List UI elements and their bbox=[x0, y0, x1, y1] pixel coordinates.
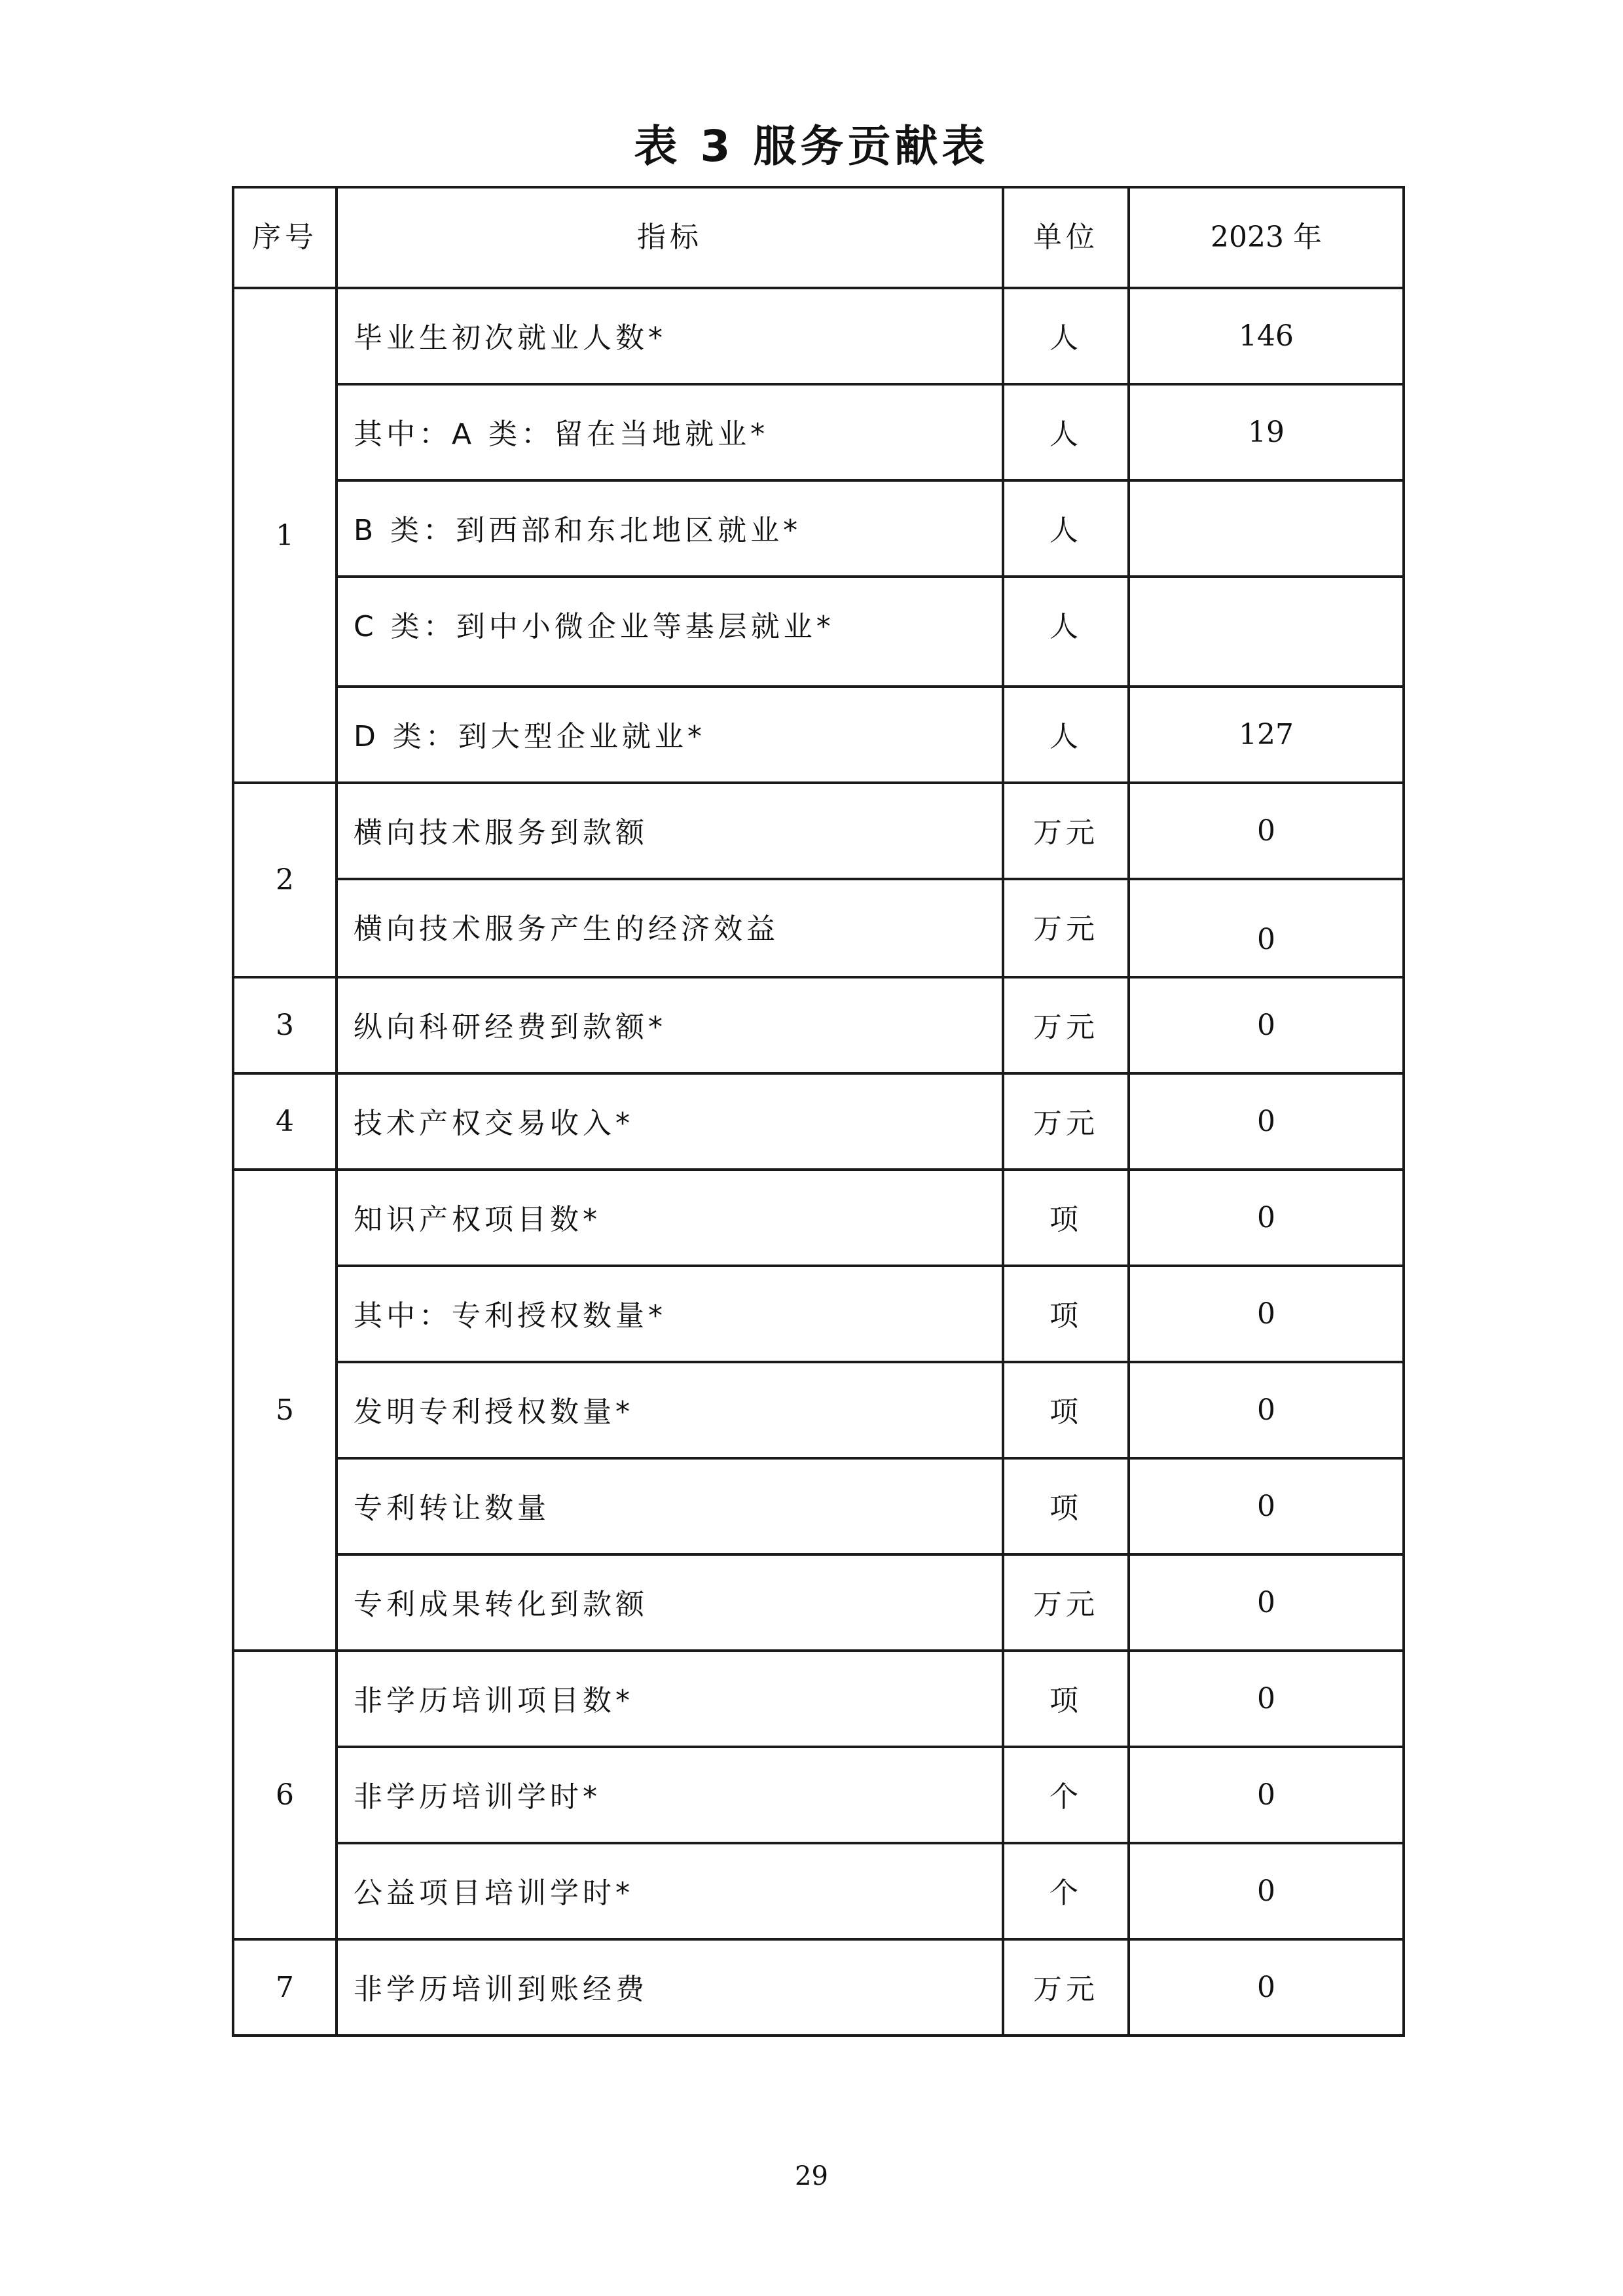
value-cell: 0 bbox=[1129, 1458, 1404, 1554]
service-contribution-table bbox=[232, 186, 1405, 2037]
unit-cell: 人 bbox=[1003, 480, 1129, 577]
indicator-cell: 其中：专利授权数量* bbox=[337, 1266, 1003, 1362]
indicator-cell: 非学历培训学时* bbox=[337, 1747, 1003, 1843]
unit-cell: 人 bbox=[1003, 687, 1129, 783]
seq-cell: 5 bbox=[233, 1170, 337, 1651]
indicator-cell: 非学历培训项目数* bbox=[337, 1651, 1003, 1747]
table-row bbox=[233, 384, 1404, 480]
indicator-cell: 技术产权交易收入* bbox=[337, 1073, 1003, 1170]
value-cell: 0 bbox=[1129, 1073, 1404, 1170]
indicator-cell: 横向技术服务到款额 bbox=[337, 783, 1003, 879]
table-row bbox=[233, 783, 1404, 879]
value-cell bbox=[1129, 480, 1404, 577]
header-row bbox=[233, 187, 1404, 288]
seq-cell: 7 bbox=[233, 1939, 337, 2036]
seq-cell: 2 bbox=[233, 783, 337, 977]
page-number: 29 bbox=[795, 2161, 828, 2191]
value-cell: 19 bbox=[1129, 384, 1404, 480]
table-row bbox=[233, 687, 1404, 783]
table-row bbox=[233, 1747, 1404, 1843]
value-cell: 0 bbox=[1129, 1843, 1404, 1939]
unit-cell: 万元 bbox=[1003, 1554, 1129, 1651]
indicator-cell: 发明专利授权数量* bbox=[337, 1362, 1003, 1458]
table-row bbox=[233, 480, 1404, 577]
value-cell: 0 bbox=[1129, 1266, 1404, 1362]
table-title: 表 3 服务贡献表 bbox=[634, 121, 989, 171]
value-cell: 127 bbox=[1129, 687, 1404, 783]
unit-cell: 项 bbox=[1003, 1651, 1129, 1747]
header-year: 2023 年 bbox=[1129, 187, 1404, 288]
unit-cell: 项 bbox=[1003, 1458, 1129, 1554]
indicator-cell: 横向技术服务产生的经济效益 bbox=[337, 879, 1003, 977]
header-indicator: 指标 bbox=[337, 187, 1003, 288]
table-row bbox=[233, 1843, 1404, 1939]
indicator-cell: 专利转让数量 bbox=[337, 1458, 1003, 1554]
value-cell: 0 bbox=[1129, 1939, 1404, 2036]
table-row bbox=[233, 288, 1404, 384]
unit-cell: 项 bbox=[1003, 1266, 1129, 1362]
unit-cell: 人 bbox=[1003, 288, 1129, 384]
indicator-cell: D 类：到大型企业就业* bbox=[337, 687, 1003, 783]
table-row bbox=[233, 1362, 1404, 1458]
table-row bbox=[233, 577, 1404, 687]
unit-cell: 项 bbox=[1003, 1170, 1129, 1266]
unit-cell: 个 bbox=[1003, 1747, 1129, 1843]
value-cell: 0 bbox=[1129, 1651, 1404, 1747]
unit-cell: 万元 bbox=[1003, 783, 1129, 879]
header-unit: 单位 bbox=[1003, 187, 1129, 288]
unit-cell: 万元 bbox=[1003, 1939, 1129, 2036]
seq-cell: 3 bbox=[233, 977, 337, 1073]
unit-cell: 万元 bbox=[1003, 1073, 1129, 1170]
value-cell: 0 bbox=[1129, 1170, 1404, 1266]
table-row bbox=[233, 977, 1404, 1073]
seq-cell: 4 bbox=[233, 1073, 337, 1170]
value-cell: 146 bbox=[1129, 288, 1404, 384]
unit-cell: 万元 bbox=[1003, 879, 1129, 977]
value-cell: 0 bbox=[1129, 879, 1404, 977]
seq-cell: 1 bbox=[233, 288, 337, 783]
indicator-cell: 毕业生初次就业人数* bbox=[337, 288, 1003, 384]
value-cell: 0 bbox=[1129, 1747, 1404, 1843]
unit-cell: 个 bbox=[1003, 1843, 1129, 1939]
unit-cell: 项 bbox=[1003, 1362, 1129, 1458]
table-row bbox=[233, 1458, 1404, 1554]
table-row bbox=[233, 1170, 1404, 1266]
table-row bbox=[233, 1554, 1404, 1651]
table-row bbox=[233, 1073, 1404, 1170]
value-cell: 0 bbox=[1129, 1362, 1404, 1458]
indicator-cell: 非学历培训到账经费 bbox=[337, 1939, 1003, 2036]
indicator-cell: 纵向科研经费到款额* bbox=[337, 977, 1003, 1073]
unit-cell: 人 bbox=[1003, 577, 1129, 687]
value-cell: 0 bbox=[1129, 783, 1404, 879]
indicator-cell: 知识产权项目数* bbox=[337, 1170, 1003, 1266]
table-row bbox=[233, 879, 1404, 977]
indicator-cell: 公益项目培训学时* bbox=[337, 1843, 1003, 1939]
table-row bbox=[233, 1939, 1404, 2036]
table-row bbox=[233, 1651, 1404, 1747]
table-row bbox=[233, 1266, 1404, 1362]
value-cell bbox=[1129, 577, 1404, 687]
header-seq: 序号 bbox=[233, 187, 337, 288]
unit-cell: 万元 bbox=[1003, 977, 1129, 1073]
seq-cell: 6 bbox=[233, 1651, 337, 1939]
indicator-cell: 其中：A 类：留在当地就业* bbox=[337, 384, 1003, 480]
value-cell: 0 bbox=[1129, 1554, 1404, 1651]
indicator-cell: B 类：到西部和东北地区就业* bbox=[337, 480, 1003, 577]
value-cell: 0 bbox=[1129, 977, 1404, 1073]
indicator-cell: 专利成果转化到款额 bbox=[337, 1554, 1003, 1651]
indicator-cell: C 类：到中小微企业等基层就业* bbox=[337, 577, 1003, 687]
unit-cell: 人 bbox=[1003, 384, 1129, 480]
